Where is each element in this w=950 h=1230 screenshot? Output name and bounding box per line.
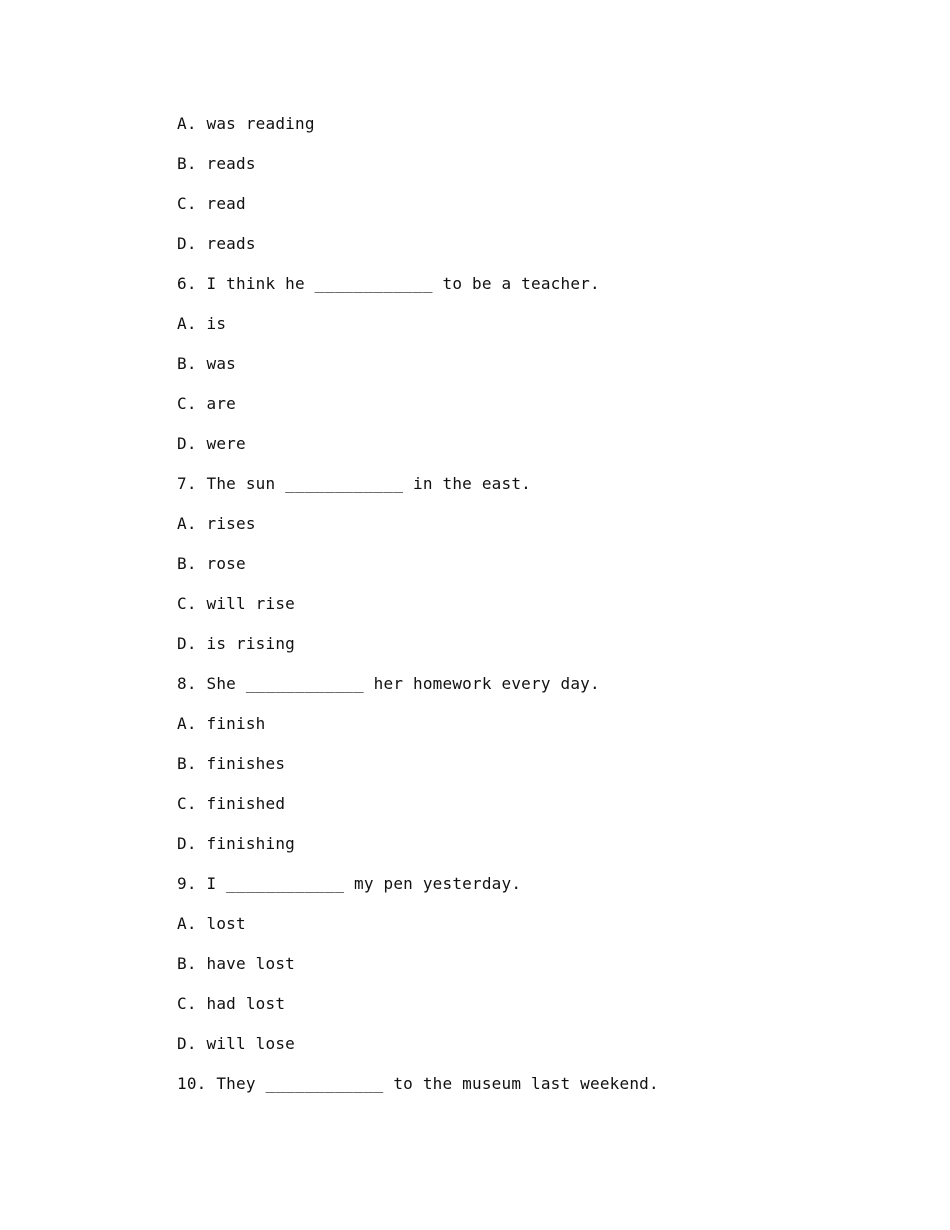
option-text: have lost — [206, 954, 296, 973]
question-number: 9. — [177, 874, 197, 893]
question-8-line — [177, 673, 877, 713]
question-text: I ____________ my pen yesterday. — [206, 874, 522, 893]
option-c-line — [177, 193, 877, 233]
option-b-line — [177, 353, 877, 393]
option-label: D. — [177, 1034, 197, 1053]
option-b-line — [177, 953, 877, 993]
option-label: D. — [177, 434, 197, 453]
option-b-line — [177, 153, 877, 193]
question-9-line — [177, 873, 877, 913]
question-text: The sun ____________ in the east. — [206, 474, 531, 493]
option-text: rises — [206, 514, 256, 533]
option-text: finishing — [206, 834, 296, 853]
question-number: 8. — [177, 674, 197, 693]
option-c-line — [177, 593, 877, 633]
question-7-line — [177, 473, 877, 513]
option-a-line — [177, 513, 877, 553]
option-text: finishes — [206, 754, 286, 773]
option-b-line — [177, 553, 877, 593]
option-text: reads — [206, 154, 256, 173]
option-label: A. — [177, 514, 197, 533]
option-label: D. — [177, 834, 197, 853]
question-number: 7. — [177, 474, 197, 493]
option-label: D. — [177, 634, 197, 653]
option-text: reads — [206, 234, 256, 253]
question-10-line — [177, 1073, 877, 1113]
option-a-line — [177, 713, 877, 753]
option-a-line — [177, 313, 877, 353]
option-text: finished — [206, 794, 286, 813]
option-text: was reading — [206, 114, 315, 133]
question-text: I think he ____________ to be a teacher. — [206, 274, 600, 293]
document-page — [177, 113, 877, 1113]
option-label: C. — [177, 794, 197, 813]
option-label: B. — [177, 554, 197, 573]
option-label: C. — [177, 194, 197, 213]
option-text: are — [206, 394, 237, 413]
option-d-line — [177, 1033, 877, 1073]
question-text: She ____________ her homework every day. — [206, 674, 600, 693]
option-text: rose — [206, 554, 246, 573]
option-label: D. — [177, 234, 197, 253]
option-text: read — [206, 194, 246, 213]
option-label: A. — [177, 914, 197, 933]
option-text: will lose — [206, 1034, 296, 1053]
option-c-line — [177, 793, 877, 833]
option-a-line — [177, 113, 877, 153]
option-label: B. — [177, 754, 197, 773]
option-b-line — [177, 753, 877, 793]
option-text: will rise — [206, 594, 296, 613]
question-number: 6. — [177, 274, 197, 293]
option-label: A. — [177, 714, 197, 733]
option-label: C. — [177, 394, 197, 413]
question-6-line — [177, 273, 877, 313]
option-c-line — [177, 993, 877, 1033]
question-text: They ____________ to the museum last weekend. — [216, 1074, 659, 1093]
option-text: had lost — [206, 994, 286, 1013]
option-label: A. — [177, 114, 197, 133]
option-d-line — [177, 433, 877, 473]
option-c-line — [177, 393, 877, 433]
option-label: C. — [177, 594, 197, 613]
option-label: B. — [177, 154, 197, 173]
option-label: B. — [177, 354, 197, 373]
option-text: finish — [206, 714, 266, 733]
option-d-line — [177, 633, 877, 673]
option-text: was — [206, 354, 237, 373]
option-d-line — [177, 833, 877, 873]
option-label: A. — [177, 314, 197, 333]
question-number: 10. — [177, 1074, 207, 1093]
option-label: C. — [177, 994, 197, 1013]
option-text: lost — [206, 914, 246, 933]
option-d-line — [177, 233, 877, 273]
option-label: B. — [177, 954, 197, 973]
option-text: is rising — [206, 634, 296, 653]
option-text: were — [206, 434, 246, 453]
option-a-line — [177, 913, 877, 953]
option-text: is — [206, 314, 227, 333]
